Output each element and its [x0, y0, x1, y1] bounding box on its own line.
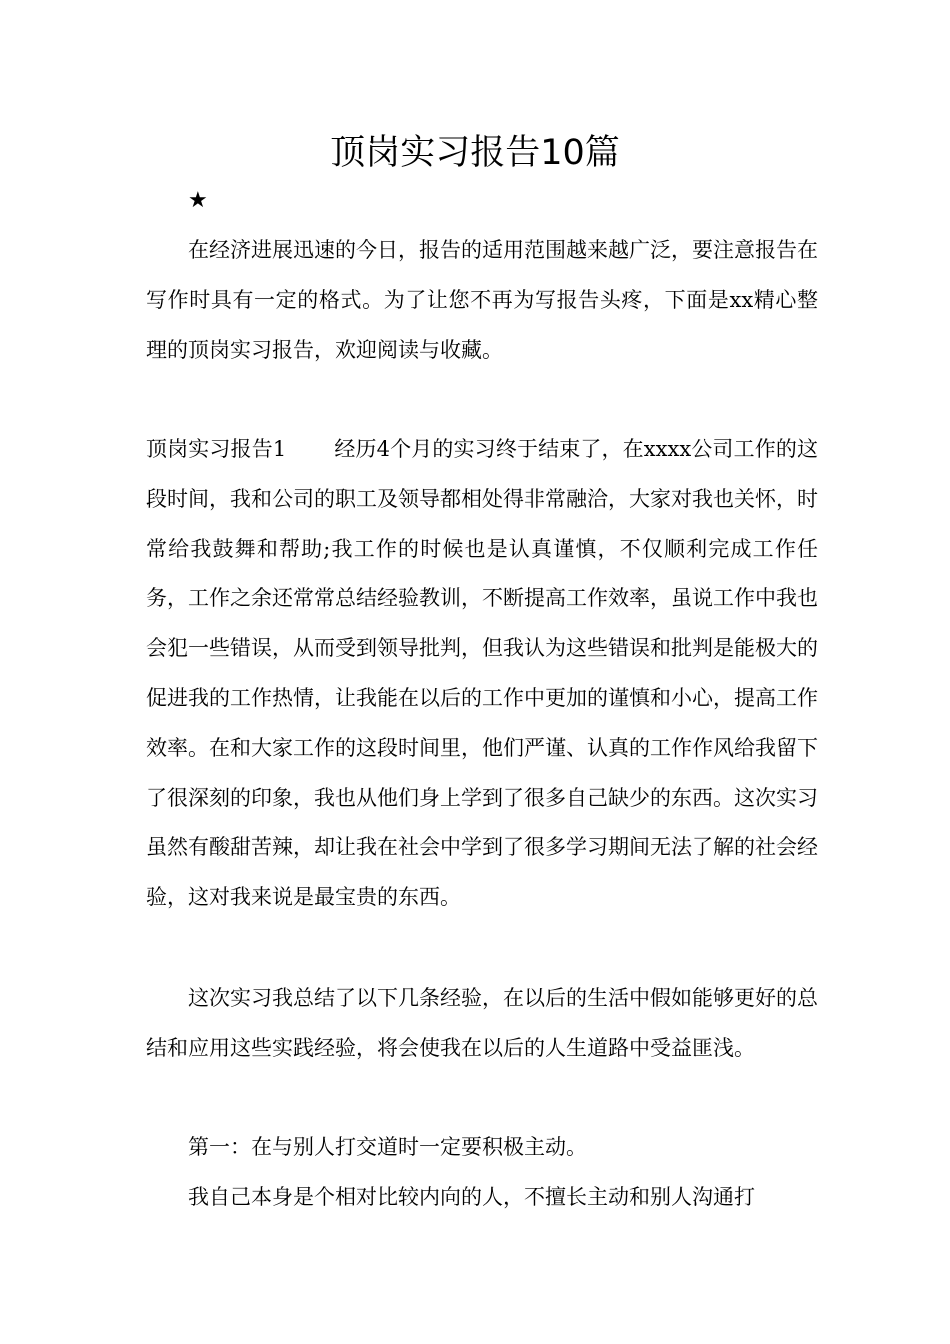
section-1-heading: 顶岗实习报告1	[146, 437, 287, 461]
paragraph-3: 第一：在与别人打交道时一定要积极主动。	[188, 1135, 587, 1159]
section-1-body: 经历4个月的实习终于结束了，在xxxx公司工作的这段时间，我和公司的职工及领导都相处得非常融洽，大家对我也关怀，时常给我鼓舞和帮助;我工作的时候也是认真谨慎，不仅顺利完成工作任务，工作之余还常常总结经验教训，不断提高工作效率，虽说工作中我也会犯一些错误，从而受到领导批判，但我认为这些错误和批判是能极大的促进我的工作热情，让我能在以后的工作中更加的谨慎和小心，提高工作效率。在和大家工作的这段时间里，他们严谨、认真的工作作风给我留下了很深刻的印象，我也从他们身上学到了很多自己缺少的东西。这次实习虽然有酸甜苦辣，却让我在社会中学到了很多学习期间无法了解的社会经验，这对我来说是最宝贵的东西。	[146, 437, 818, 910]
section-1-paragraph	[146, 425, 818, 923]
paragraph-2: 这次实习我总结了以下几条经验，在以后的生活中假如能够更好的总结和应用这些实践经验，将会使我在以后的人生道路中受益匪浅。	[146, 986, 818, 1060]
star-icon: ★	[188, 188, 208, 213]
intro-paragraph: 在经济进展迅速的今日，报告的适用范围越来越广泛，要注意报告在写作时具有一定的格式。为了让您不再为写报告头疼，下面是xx精心整理的顶岗实习报告，欢迎阅读与收藏。	[146, 238, 818, 362]
document-title: 顶岗实习报告10篇	[330, 133, 620, 173]
paragraph-4: 我自己本身是个相对比较内向的人，不擅长主动和别人沟通打	[188, 1185, 755, 1209]
